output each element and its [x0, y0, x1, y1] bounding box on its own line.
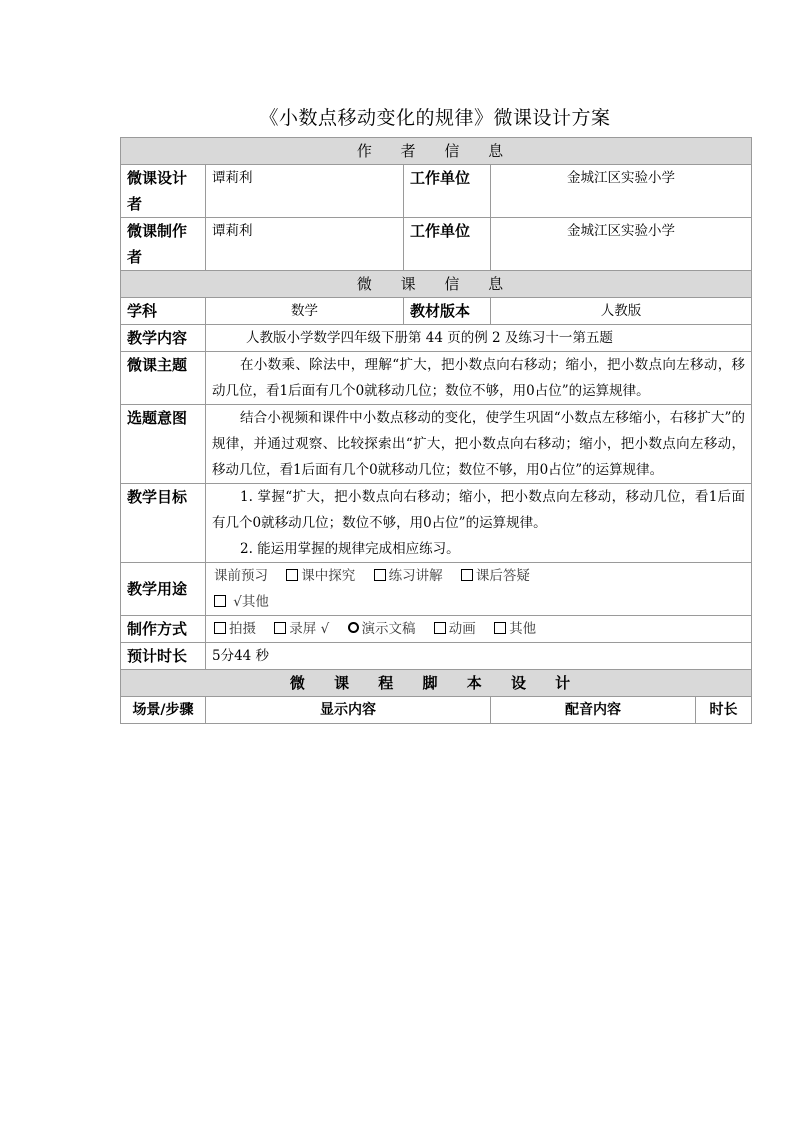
duration-label: 预计时长 — [121, 643, 206, 670]
use-option-preview[interactable]: 课前预习 — [214, 568, 268, 584]
checkbox-icon — [274, 622, 286, 634]
column-header-duration: 时长 — [696, 697, 752, 724]
use-option-qa[interactable]: 课后答疑 — [461, 568, 530, 584]
content-value: 人教版小学数学四年级下册第 44 页的例 2 及练习十一第五题 — [206, 325, 752, 352]
subject-label: 学科 — [121, 298, 206, 325]
textbook-label: 教材版本 — [404, 298, 491, 325]
script-section-heading: 微 课 程 脚 本 设 计 — [121, 670, 752, 697]
intent-text: 结合小视频和课件中小数点移动的变化，使学生巩固“小数点左移缩小，右移扩大”的规律，并通过观察、比较探索出“扩大，把小数点向右移动；缩小，把小数点向左移动，移动几位，看1后面有几个0就移动几位；数位不够，用0占位”的运算规律。 — [212, 410, 746, 478]
intent-label: 选题意图 — [121, 405, 206, 484]
checkbox-icon — [374, 569, 386, 581]
producer-value: 谭莉利 — [206, 218, 404, 271]
radio-selected-icon — [348, 622, 359, 633]
designer-label: 微课设计者 — [121, 165, 206, 218]
theme-value — [206, 352, 752, 405]
producer-label: 微课制作者 — [121, 218, 206, 271]
checkbox-icon — [214, 622, 226, 634]
unit-label-2: 工作单位 — [404, 218, 491, 271]
design-table — [120, 137, 752, 724]
goal-label: 教学目标 — [121, 484, 206, 563]
method-label: 制作方式 — [121, 616, 206, 643]
checkbox-icon — [214, 595, 226, 607]
checkbox-icon — [434, 622, 446, 634]
method-option-film[interactable]: 拍摄 — [214, 621, 256, 637]
goal-1: 1. 掌握“扩大，把小数点向右移动；缩小，把小数点向左移动，移动几位，看1后面有几个0就移动几位；数位不够，用0占位”的运算规律。 — [212, 489, 746, 531]
column-header-voiceover: 配音内容 — [491, 697, 696, 724]
method-option-other[interactable]: 其他 — [494, 621, 536, 637]
designer-value: 谭莉利 — [206, 165, 404, 218]
checkbox-icon — [286, 569, 298, 581]
goal-2: 2. 能运用掌握的规律完成相应练习。 — [240, 541, 460, 557]
theme-label: 微课主题 — [121, 352, 206, 405]
author-section-heading: 作 者 信 息 — [121, 138, 752, 165]
content-label: 教学内容 — [121, 325, 206, 352]
method-option-record[interactable]: 录屏 √ — [274, 621, 329, 637]
unit-value-1: 金城江区实验小学 — [491, 165, 752, 218]
method-option-animation[interactable]: 动画 — [434, 621, 476, 637]
unit-value-2: 金城江区实验小学 — [491, 218, 752, 271]
check-mark: √ — [320, 621, 330, 637]
use-label: 教学用途 — [121, 563, 206, 616]
checkbox-icon — [494, 622, 506, 634]
method-option-slides[interactable]: 演示文稿 — [348, 621, 416, 637]
column-header-scene: 场景/步骤 — [121, 697, 206, 724]
column-header-display: 显示内容 — [206, 697, 491, 724]
checkbox-icon — [461, 569, 473, 581]
intent-value — [206, 405, 752, 484]
use-option-explore[interactable]: 课中探究 — [286, 568, 355, 584]
duration-value: 5分44 秒 — [206, 643, 752, 670]
course-section-heading: 微 课 信 息 — [121, 271, 752, 298]
use-option-other[interactable]: √其他 — [214, 594, 269, 610]
goal-value — [206, 484, 752, 563]
theme-text: 在小数乘、除法中，理解“扩大，把小数点向右移动；缩小，把小数点向左移动，移动几位，看1后面有几个0就移动几位；数位不够，用0占位”的运算规律。 — [212, 357, 746, 399]
method-options — [206, 616, 752, 643]
use-option-practice[interactable]: 练习讲解 — [374, 568, 443, 584]
unit-label-1: 工作单位 — [404, 165, 491, 218]
subject-value: 数学 — [206, 298, 404, 325]
textbook-value: 人教版 — [491, 298, 752, 325]
use-options — [206, 563, 752, 616]
page-title: 《小数点移动变化的规律》微课设计方案 — [259, 107, 611, 129]
